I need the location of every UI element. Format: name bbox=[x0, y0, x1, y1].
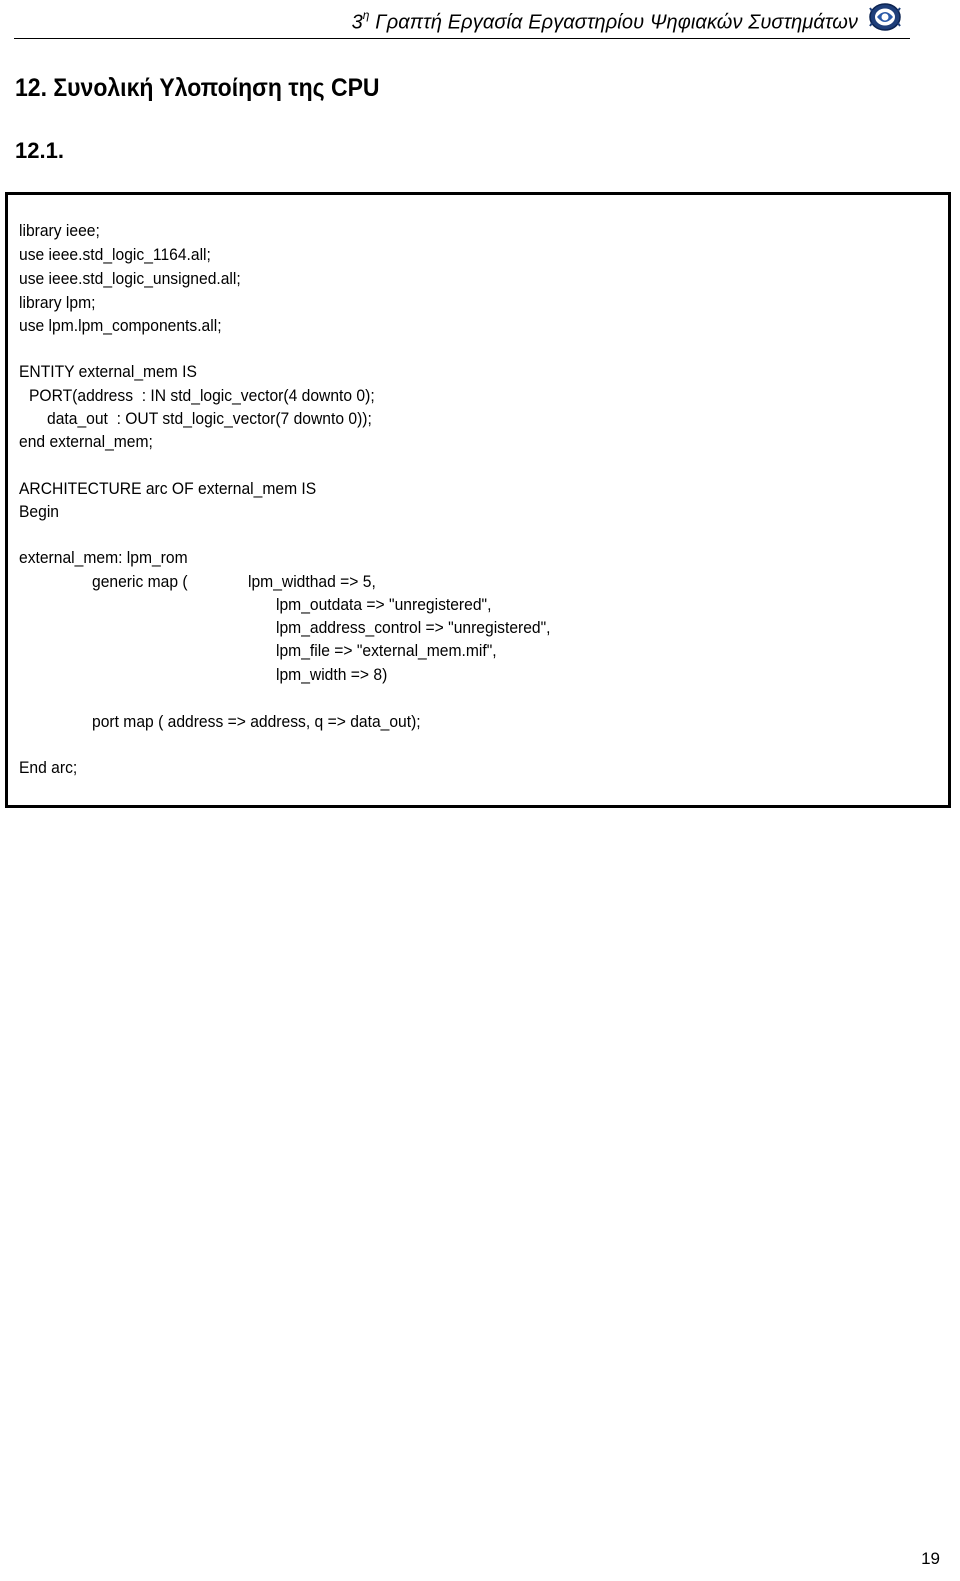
section-title: 12. Συνολική Υλοποίηση της CPU bbox=[15, 74, 380, 102]
header-title-number: 3 bbox=[351, 11, 363, 34]
code-line: lpm_widthad => 5, bbox=[248, 572, 376, 591]
code-line: lpm_width => 8) bbox=[276, 665, 388, 684]
code-line: ARCHITECTURE arc OF external_mem IS bbox=[19, 479, 317, 498]
code-line: data_out : OUT std_logic_vector(7 downto 0)); bbox=[47, 409, 372, 428]
code-line: ENTITY external_mem IS bbox=[19, 362, 197, 381]
university-seal-icon bbox=[868, 2, 902, 32]
page-number: 19 bbox=[921, 1549, 940, 1568]
code-line: use ieee.std_logic_1164.all; bbox=[19, 245, 211, 264]
code-line: use ieee.std_logic_unsigned.all; bbox=[19, 269, 241, 288]
code-line: external_mem: lpm_rom bbox=[19, 548, 188, 567]
code-line: Begin bbox=[19, 502, 60, 521]
code-listing bbox=[5, 192, 951, 808]
code-line: PORT(address : IN std_logic_vector(4 downto 0); bbox=[29, 386, 375, 405]
code-line: use lpm.lpm_components.all; bbox=[19, 316, 222, 335]
code-line: End arc; bbox=[19, 758, 78, 777]
code-line: generic map ( bbox=[92, 572, 188, 591]
code-line: end external_mem; bbox=[19, 432, 153, 451]
code-line: lpm_file => "external_mem.mif", bbox=[276, 641, 497, 660]
code-line: lpm_outdata => "unregistered", bbox=[276, 595, 492, 614]
header-title-superscript: η bbox=[362, 8, 370, 22]
code-line: library lpm; bbox=[19, 293, 96, 312]
code-line: port map ( address => address, q => data_out); bbox=[92, 712, 421, 731]
subsection-title: 12.1. bbox=[15, 138, 64, 163]
header-title bbox=[352, 10, 858, 35]
code-line: lpm_address_control => "unregistered", bbox=[276, 618, 551, 637]
header-title-text: Γραπτή Εργασία Εργαστηρίου Ψηφιακών Συστημάτων bbox=[375, 11, 858, 34]
code-line: library ieee; bbox=[19, 221, 100, 240]
page-header bbox=[14, 0, 910, 39]
